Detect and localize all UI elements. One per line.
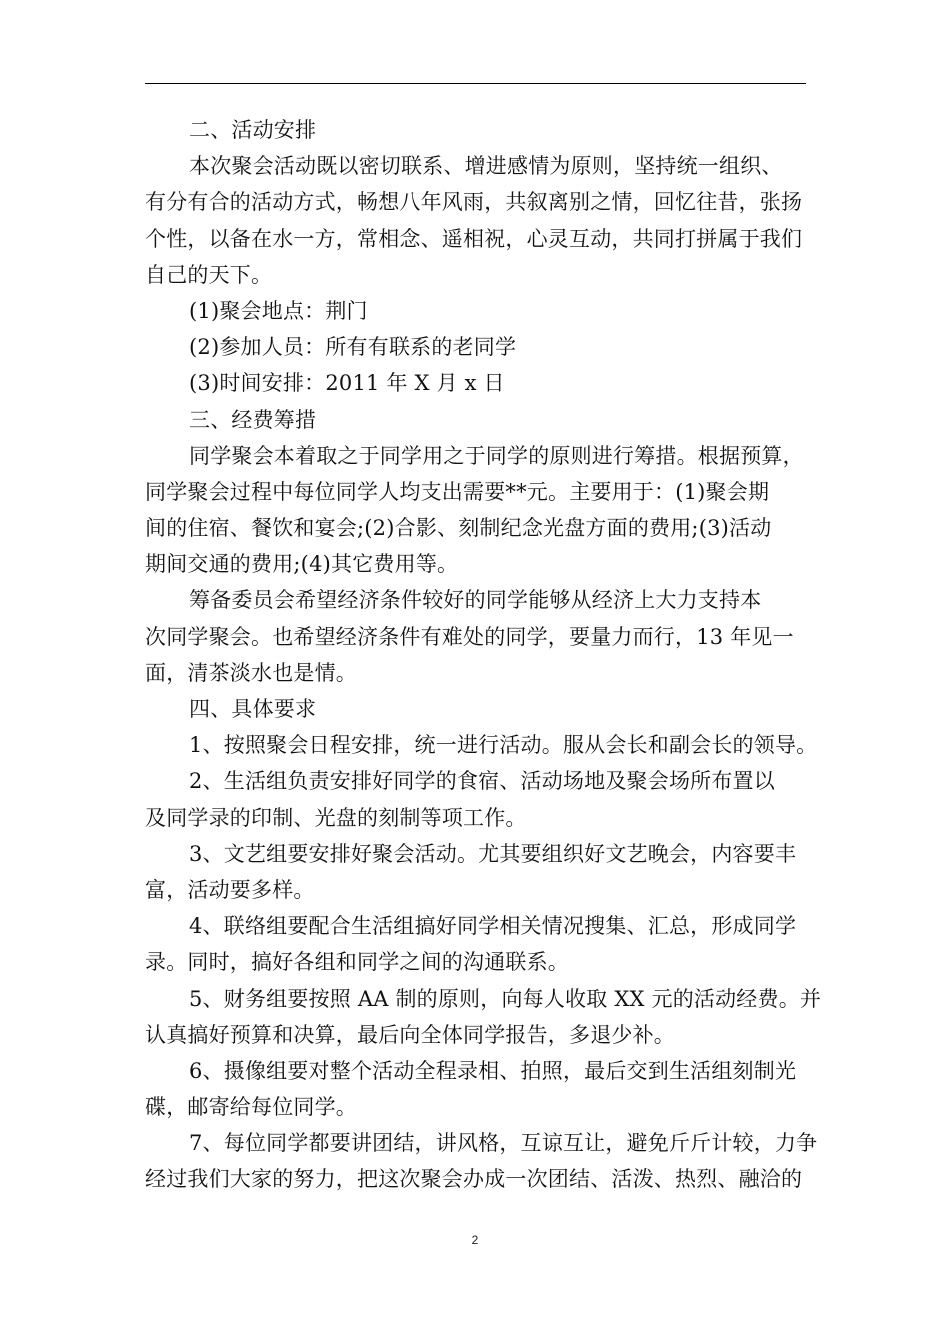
text-line: 2、生活组负责安排好同学的食宿、活动场地及聚会场所布置以 [189, 769, 775, 794]
text-line: (2)参加人员：所有有联系的老同学 [189, 335, 517, 360]
text-line: 个性，以备在水一方，常相念、遥相祝，心灵互动，共同打拼属于我们 [145, 226, 803, 251]
text-line: 认真搞好预算和决算，最后向全体同学报告，多退少补。 [145, 1022, 675, 1047]
text-line: 本次聚会活动既以密切联系、增进感情为原则，坚持统一组织、 [189, 154, 783, 179]
text-line: 间的住宿、餐饮和宴会;(2)合影、刻制纪念光盘方面的费用;(3)活动 [145, 516, 772, 541]
text-line: 有分有合的活动方式，畅想八年风雨，共叙离别之情，回忆往昔，张扬 [145, 190, 803, 215]
text-line: 经过我们大家的努力，把这次聚会办成一次团结、活泼、热烈、融洽的 [145, 1167, 803, 1192]
text-line: 及同学录的印制、光盘的刻制等项工作。 [145, 805, 527, 830]
text-line: 三、经费筹措 [189, 407, 317, 432]
text-line: 同学聚会本着取之于同学用之于同学的原则进行筹措。根据预算， [189, 443, 804, 468]
text-line: 1、按照聚会日程安排，统一进行活动。服从会长和副会长的领导。 [189, 733, 818, 758]
text-line: 4、联络组要配合生活组搞好同学相关情况搜集、汇总，形成同学 [189, 914, 797, 939]
text-line: 3、文艺组要安排好聚会活动。尤其要组织好文艺晚会，内容要丰 [189, 841, 797, 866]
text-line: 次同学聚会。也希望经济条件有难处的同学，要量力而行，13 年见一 [145, 624, 794, 649]
text-line: (3)时间安排：2011 年 X 月 x 日 [189, 371, 505, 396]
text-line: 富，活动要多样。 [145, 877, 315, 902]
document-body [145, 112, 825, 1198]
text-line: 筹备委员会希望经济条件较好的同学能够从经济上大力支持本 [189, 588, 762, 613]
text-line: 二、活动安排 [189, 118, 317, 142]
page-number: 2 [471, 1233, 479, 1247]
text-line: 6、摄像组要对整个活动全程录相、拍照，最后交到生活组刻制光 [189, 1058, 797, 1083]
text-line: 自己的天下。 [145, 262, 273, 287]
text-line: 期间交通的费用;(4)其它费用等。 [145, 552, 459, 577]
text-line: (1)聚会地点：荆门 [189, 298, 368, 323]
text-line: 碟，邮寄给每位同学。 [145, 1095, 357, 1120]
text-line: 四、具体要求 [189, 697, 317, 721]
header-rule [145, 83, 806, 84]
text-line: 面，清茶淡水也是情。 [145, 660, 357, 685]
text-line: 同学聚会过程中每位同学人均支出需要**元。主要用于：(1)聚会期 [145, 479, 770, 504]
text-line: 录。同时，搞好各组和同学之间的沟通联系。 [145, 950, 569, 975]
text-line: 7、每位同学都要讲团结，讲风格，互谅互让，避免斤斤计较，力争 [189, 1131, 818, 1156]
text-line: 5、财务组要按照 AA 制的原则，向每人收取 XX 元的活动经费。并 [189, 986, 822, 1011]
